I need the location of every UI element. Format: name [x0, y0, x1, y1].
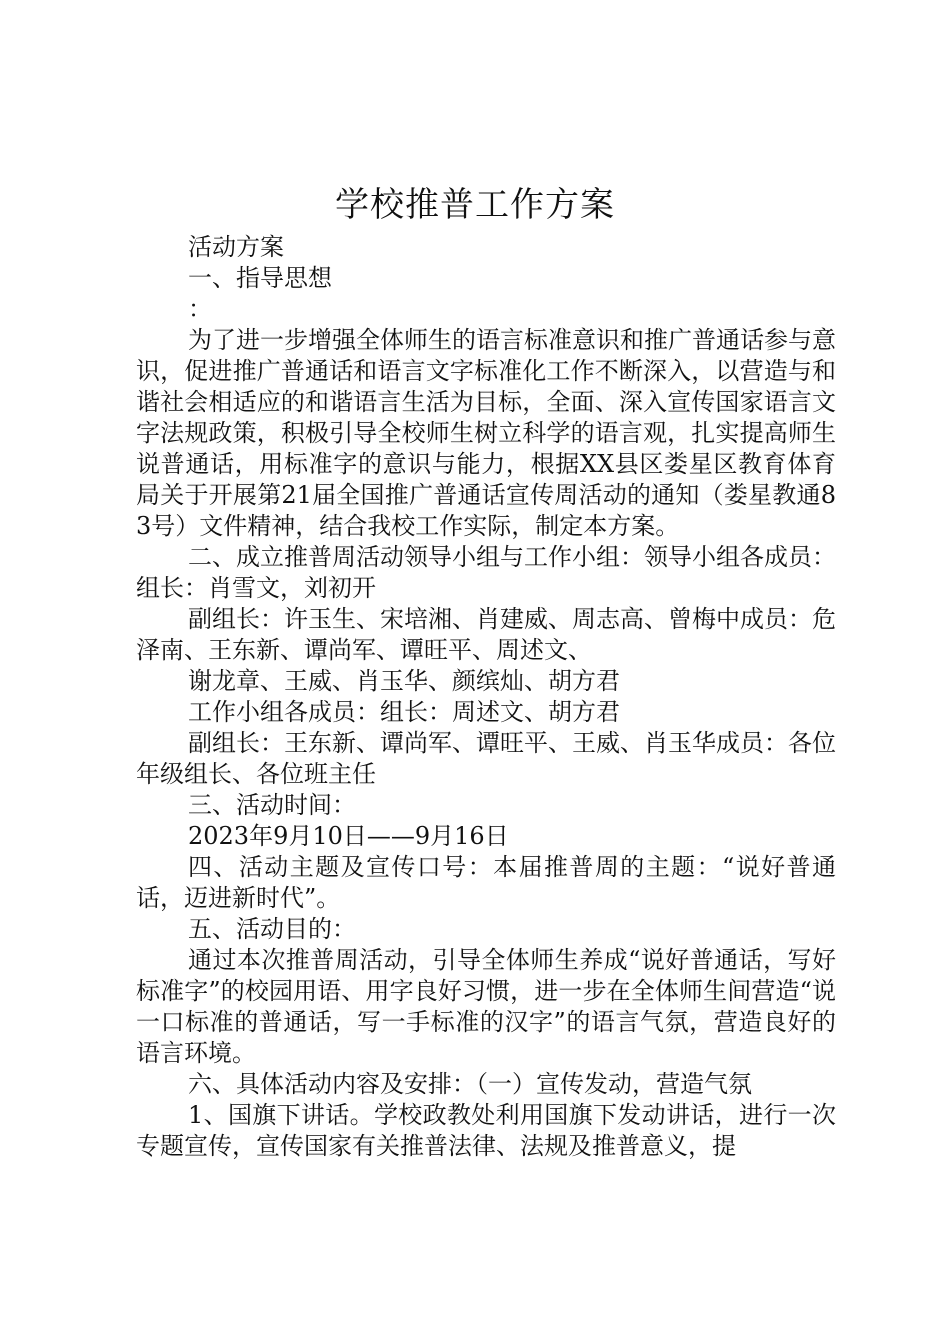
document-body — [136, 232, 836, 1162]
paragraph-work-group: 工作小组各成员：组长：周述文、胡方君 — [188, 698, 620, 726]
heading-theme-slogan: 四、活动主题及宣传口号：本届推普周的主题：“说好普通话，迈进新时代”。 — [136, 853, 836, 912]
heading-guiding-ideology: 一、指导思想 — [188, 264, 332, 292]
paragraph-flag-speech: 1、国旗下讲话。学校政教处利用国旗下发动讲话，进行一次专题宣传，宣传国家有关推普法律、法规及推普意义，提 — [136, 1101, 836, 1160]
paragraph-activity-plan: 活动方案 — [188, 233, 284, 261]
document-title: 学校推普工作方案 — [335, 185, 615, 225]
paragraph-colon: ： — [188, 295, 212, 323]
paragraph-goal-detail: 通过本次推普周活动，引导全体师生养成“说好普通话，写好标准字”的校园用语、用字良好习惯，进一步在全体师生间营造“说一口标准的普通话，写一手标准的汉字”的语言气氛，营造良好的语言环境。 — [136, 946, 836, 1067]
paragraph-vice-leaders: 副组长：许玉生、宋培湘、肖建威、周志高、曾梅中成员：危泽南、王东新、谭尚军、谭旺平、周述文、 — [136, 605, 836, 664]
heading-leadership-group: 二、成立推普周活动领导小组与工作小组：领导小组各成员：组长：肖雪文，刘初开 — [136, 543, 836, 602]
heading-activity-arrangement: 六、具体活动内容及安排：（一）宣传发动，营造气氛 — [188, 1070, 752, 1098]
paragraph-date-range: 2023年9月10日——9月16日 — [188, 822, 509, 850]
paragraph-purpose-intro: 为了进一步增强全体师生的语言标准意识和推广普通话参与意识，促进推广普通话和语言文字标准化工作不断深入，以营造与和谐社会相适应的和谐语言生活为目标，全面、深入宣传国家语言文字法规政策，积极引导全校师生树立科学的语言观，扎实提高师生说普通话，用标准字的意识与能力，根据XX县区娄星区教育体育局关于开展第21届全国推广普通话宣传周活动的通知（娄星教通83号）文件精神，结合我校工作实际，制定本方案。 — [136, 326, 836, 540]
heading-activity-time: 三、活动时间： — [188, 791, 356, 819]
heading-activity-goal: 五、活动目的： — [188, 915, 356, 943]
paragraph-members-list: 谢龙章、王威、肖玉华、颜缤灿、胡方君 — [188, 667, 620, 695]
paragraph-work-group-vice: 副组长：王东新、谭尚军、谭旺平、王威、肖玉华成员：各位年级组长、各位班主任 — [136, 729, 836, 788]
